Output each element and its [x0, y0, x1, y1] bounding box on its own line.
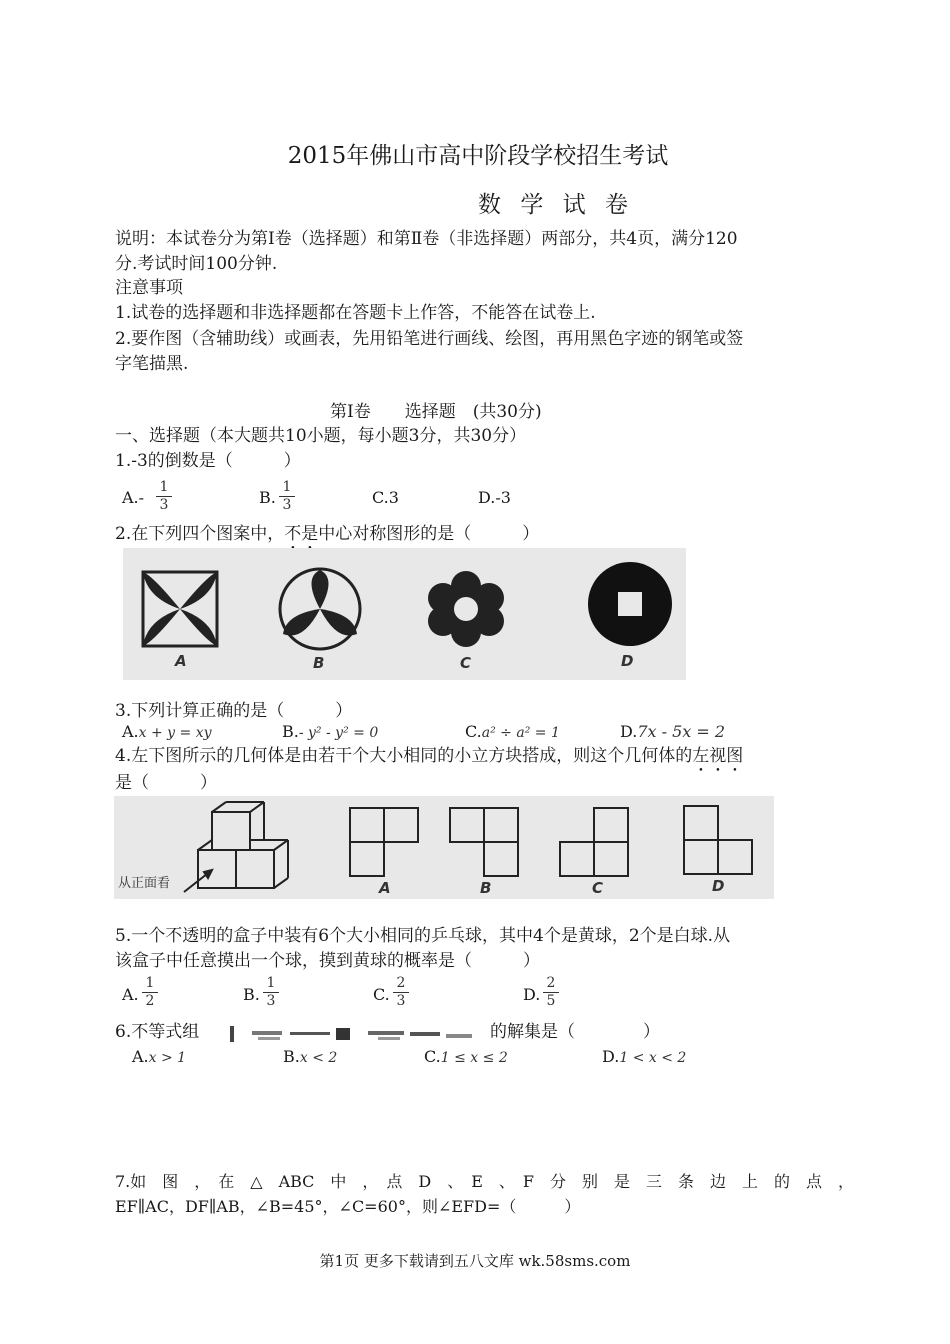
q3-option-d: [620, 722, 725, 742]
q2-label-d: D: [621, 652, 634, 670]
q2-stem-post: 中心对称图形的是（ ）: [318, 524, 540, 544]
note-1: 1.试卷的选择题和非选择题都在答题卡上作答，不能答在试卷上.: [115, 303, 596, 323]
part-title: 一、选择题（本大题共10小题，每小题3分，共30分）: [115, 426, 527, 446]
q4-figure-panel: [114, 796, 774, 899]
q7-line-1: 7.如 图 ， 在 △ ABC 中 ， 点 D 、 E 、 F 分 别 是 三 条 边 上 的 点 ，: [115, 1172, 855, 1191]
q6-option-c: [424, 1047, 508, 1068]
q4-option-b-view: [450, 808, 518, 876]
q6-a-expr: x > 1: [148, 1050, 187, 1066]
intro-line-2: 分.考试时间100分钟.: [115, 254, 278, 274]
q5-a-fraction: [142, 975, 158, 1010]
q5-option-c: C.: [373, 985, 390, 1004]
q6-garbled-system: [228, 1024, 478, 1044]
note-2b: 字笔描黑.: [115, 354, 189, 374]
q4-label-a: A: [379, 879, 391, 897]
q3-option-c: [465, 722, 560, 743]
q1-option-d: D.-3: [478, 488, 511, 507]
q6-c-expr: 1 ≤ x ≤ 2: [440, 1050, 508, 1066]
q1-b-numerator: 1: [279, 479, 295, 497]
q4-solid: [184, 802, 288, 892]
q2-label-c: C: [460, 654, 472, 672]
q3-c-expr: a² ÷ a² = 1: [481, 725, 560, 741]
q3-a-label: A.: [122, 722, 139, 741]
q3-option-b: [282, 722, 378, 743]
q4-stem-emphasis: 左视图: [692, 746, 744, 766]
q1-option-b: B.: [259, 488, 276, 507]
q4-label-d: D: [712, 877, 725, 895]
q5-d-denominator: 5: [546, 993, 556, 1009]
q3-d-label: D.: [620, 722, 638, 741]
q6-option-a: [132, 1047, 186, 1068]
q6-option-b: [283, 1047, 337, 1068]
q5-c-numerator: 2: [393, 975, 409, 993]
notes-title: 注意事项: [115, 278, 183, 298]
q6-stem-post: 的解集是（ ）: [490, 1022, 660, 1042]
q5-line-2: 该盒子中任意摸出一个球，摸到黄球的概率是（ ）: [115, 951, 540, 971]
q6-a-label: A.: [132, 1047, 149, 1066]
q4-option-d-view: [684, 806, 752, 874]
q5-a-numerator: 1: [142, 975, 158, 993]
q4-view-caption: 从正面看: [118, 876, 171, 891]
q5-option-d: D.: [523, 985, 541, 1004]
q1-option-a: A.-: [122, 488, 145, 507]
q7-line-2: EF∥AC，DF∥AB，∠B=45°，∠C=60°，则∠EFD=（ ）: [115, 1197, 581, 1216]
q3-b-expr: - y² - y² = 0: [298, 725, 379, 741]
q4-label-c: C: [592, 879, 604, 897]
q6-c-label: C.: [424, 1047, 441, 1066]
q1-b-fraction: [279, 479, 295, 514]
q5-a-denominator: 2: [145, 993, 155, 1009]
q4-label-b: B: [480, 879, 492, 897]
q5-b-fraction: [263, 975, 279, 1010]
q3-stem: 3.下列计算正确的是（ ）: [115, 701, 353, 721]
q6-d-expr: 1 < x < 2: [619, 1050, 687, 1066]
q4-stem-line-2: 是（ ）: [115, 773, 217, 793]
q2-figure-d: [588, 562, 672, 646]
q4-option-c-view: [560, 808, 628, 876]
intro-line-1: 说明：本试卷分为第Ⅰ卷（选择题）和第Ⅱ卷（非选择题）两部分，共4页，满分120: [115, 229, 738, 249]
q2-stem-pre: 2.在下列四个图案中，: [115, 524, 285, 544]
q6-b-expr: x < 2: [299, 1050, 338, 1066]
q3-b-label: B.: [282, 722, 299, 741]
q2-figure-c: [428, 571, 504, 647]
q6-b-label: B.: [283, 1047, 300, 1066]
q3-d-expr: 7x - 5x = 2: [637, 722, 726, 741]
q1-option-c: C.3: [372, 488, 399, 507]
q5-c-fraction: [393, 975, 409, 1010]
q6-option-d: [602, 1047, 686, 1068]
q4-option-a-view: [350, 808, 418, 876]
note-2a: 2.要作图（含辅助线）或画表，先用铅笔进行画线、绘图，再用黑色字迹的钢笔或签: [115, 329, 744, 349]
q1-a-fraction: [156, 479, 172, 514]
q2-figure-a: [143, 572, 217, 646]
q5-c-denominator: 3: [396, 993, 406, 1009]
q2-figures-svg: [123, 548, 686, 680]
q1-a-denominator: 3: [159, 497, 169, 513]
q6-system-image: [228, 1024, 478, 1044]
page-footer: 第1页 更多下载请到五八文库 wk.58sms.com: [319, 1252, 631, 1270]
q1-b-denominator: 3: [282, 497, 292, 513]
q5-b-denominator: 3: [266, 993, 276, 1009]
q1-stem: 1.-3的倒数是（ ）: [115, 451, 301, 471]
q4-figures-svg: [114, 796, 774, 899]
q5-d-numerator: 2: [543, 975, 559, 993]
q6-d-label: D.: [602, 1047, 620, 1066]
q5-option-a: A.: [122, 985, 139, 1004]
q3-option-a: [122, 722, 212, 743]
q2-stem-emphasis: 不是: [284, 524, 319, 544]
q2-figure-b: [280, 569, 360, 649]
q3-c-label: C.: [465, 722, 482, 741]
q1-a-numerator: 1: [156, 479, 172, 497]
q2-label-b: B: [313, 654, 325, 672]
q5-b-numerator: 1: [263, 975, 279, 993]
q2-label-a: A: [175, 652, 187, 670]
q2-figure-panel: [123, 548, 686, 680]
q6-stem-pre: 6.不等式组: [115, 1022, 200, 1042]
q4-stem-pre: 4.左下图所示的几何体是由若干个大小相同的小立方块搭成，则这个几何体的: [115, 746, 693, 766]
exam-title: 2015年佛山市高中阶段学校招生考试: [287, 143, 669, 169]
q5-line-1: 5.一个不透明的盒子中装有6个大小相同的乒乓球，其中4个是黄球，2个是白球.从: [115, 926, 731, 946]
exam-subtitle: 数 学 试 卷: [478, 192, 634, 218]
q3-a-expr: x + y = xy: [138, 725, 212, 741]
section-heading: 第Ⅰ卷 选择题 (共30分): [330, 402, 542, 422]
q5-d-fraction: [543, 975, 559, 1010]
q5-option-b: B.: [243, 985, 260, 1004]
